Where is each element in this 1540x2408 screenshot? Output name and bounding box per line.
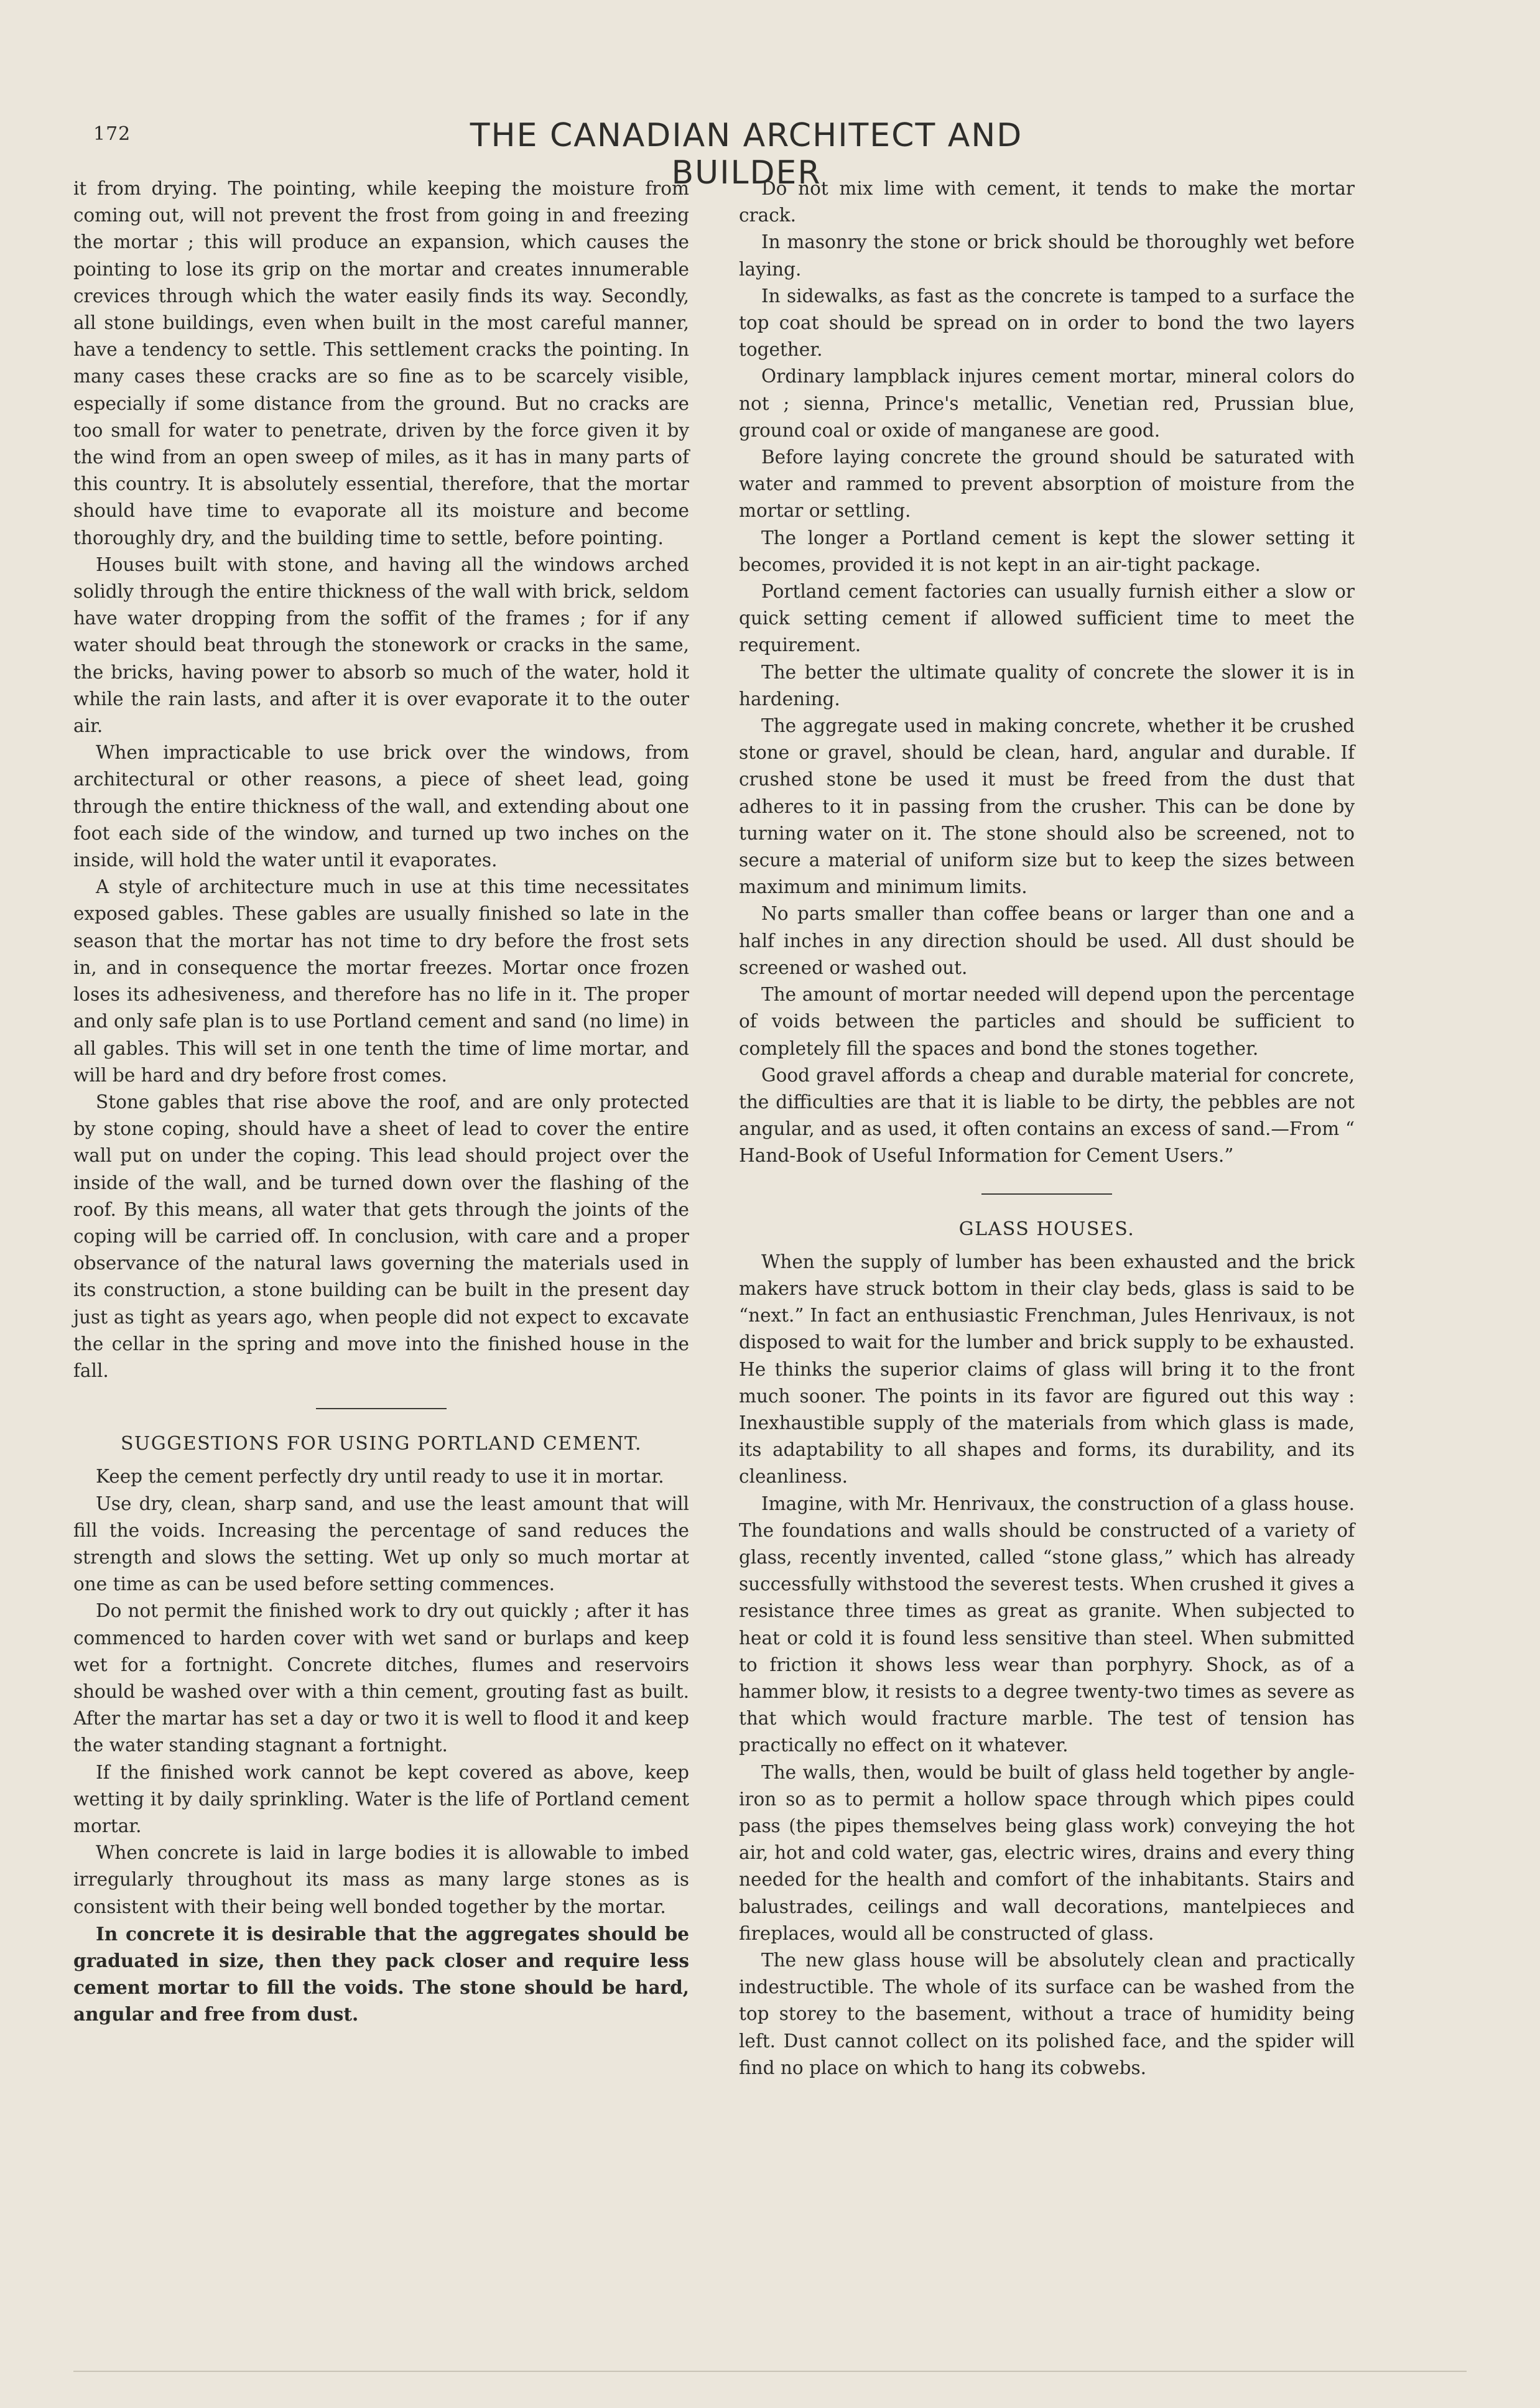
paragraph: The new glass house will be absolutely clean and practically indestructible. The whole of its surface can be washed from the top storey to the basement, without a trace of humidity being left. Dust cannot collect on its polished face, and the spider will find no place on which to hang its cobwebs. [739, 1950, 1355, 2078]
section-divider [981, 1193, 1112, 1195]
paragraph: Do not mix lime with cement, it tends to make the mortar crack. [739, 178, 1355, 226]
right-column [739, 175, 1355, 2082]
paragraph: Houses built with stone, and having all the windows arched solidly through the entire thickness of the wall with brick, seldom have water dropping from the soffit of the frames ; for if any water should beat through the stonework or cracks in the same, the bricks, having power to absorb so much of the water, hold it while the rain lasts, and after it is over evaporate it to the outer air. [73, 553, 689, 737]
paragraph: The better the ultimate quality of concrete the slower it is in hardening. [739, 661, 1355, 710]
paragraph: In masonry the stone or brick should be thoroughly wet before laying. [739, 231, 1355, 280]
paragraph: The aggregate used in making concrete, whether it be crushed stone or gravel, should be clean, hard, angular and durable. If crushed stone be used it must be freed from the dust that adheres to it in passing from the crusher. This can be done by turning water on it. The stone should also be screened, not to secure a material of uniform size but to keep the sizes between maximum and minimum limits. [739, 715, 1355, 898]
paragraph: When impracticable to use brick over the windows, from architectural or other reasons, a piece of sheet lead, going through the entire thickness of the wall, and extending about one foot each side of the window, and turned up two inches on the inside, will hold the water until it evaporates. [73, 742, 689, 871]
paragraph: Use dry, clean, sharp sand, and use the least amount that will fill the voids. Increasing the percentage of sand reduces the strength and slows the setting. Wet up only so much mortar at one time as can be used before setting commences. [73, 1493, 689, 1595]
left-column [73, 175, 689, 2028]
paragraph: Stone gables that rise above the roof, and are only protected by stone coping, should have a sheet of lead to cover the entire wall put on under the coping. This lead should project over the inside of the wall, and be turned down over the flashing of the roof. By this means, all water that gets through the joints of the coping will be carried off. In conclusion, with care and a proper observance of the natural laws governing the materials used in its construction, a stone building can be built in the present day just as tight as years ago, when people did not expect to excavate the cellar in the spring and move into the finished house in the fall. [73, 1091, 689, 1381]
paragraph: In concrete it is desirable that the aggregates should be graduated in size, then they pack closer and require less cement mortar to fill the voids. The stone should be hard, angular and free from dust. [73, 1922, 689, 2026]
paragraph: When the supply of lumber has been exhausted and the brick makers have struck bottom in their clay beds, glass is said to be “next.” In fact an enthusiastic Frenchman, Jules Henrivaux, is not disposed to wait for the lumber and brick supply to be exhausted. He thinks the superior claims of glass will bring it to the front much sooner. The points in its favor are figured out this way : Inexhaustible supply of the materials from which glass is made, its adaptability to all shapes and forms, its durability, and its cleanliness. [739, 1251, 1355, 1488]
paragraph: When concrete is laid in large bodies it is allowable to imbed irregularly throughout its mass as many large stones as is consistent with their being well bonded together by the mortar. [73, 1842, 689, 1917]
paragraph: Portland cement factories can usually furnish either a slow or quick setting cement if allowed sufficient time to meet the requirement. [739, 581, 1355, 656]
article-heading: SUGGESTIONS FOR USING PORTLAND CEMENT. [120, 1433, 642, 1455]
paragraph: A style of architecture much in use at this time necessitates exposed gables. These gables are usually finished so late in the season that the mortar has not time to dry before the frost sets in, and in consequence the mortar freezes. Mortar once frozen loses its adhesiveness, and therefore has no life in it. The proper and only safe plan is to use Portland cement and sand (no lime) in all gables. This will set in one tenth the time of lime mortar, and will be hard and dry before frost comes. [73, 876, 689, 1086]
paragraph: The amount of mortar needed will depend upon the percentage of voids between the particles and should be sufficient to completely fill the spaces and bond the stones together. [739, 984, 1355, 1059]
section-divider [316, 1408, 447, 1409]
paragraph: Good gravel affords a cheap and durable material for concrete, the difficulties are that it is liable to be dirty, the pebbles are not angular, and as used, it often contains an excess of sand.—From “ Hand-Book of Useful Information for Cement Users.” [739, 1064, 1355, 1167]
paragraph: Imagine, with Mr. Henrivaux, the construction of a glass house. The foundations and walls should be constructed of a variety of glass, recently invented, called “stone glass,” which has already successfully withstood the severest tests. When crushed it gives a resistance three times as great as granite. When subjected to heat or cold it is found less sensitive than steel. When submitted to friction it shows less wear than porphyry. Shock, as of a hammer blow, it resists to a degree twenty-two times as severe as that which would fracture marble. The test of tension has practically no effect on it whatever. [739, 1493, 1355, 1756]
paragraph: Ordinary lampblack injures cement mortar, mineral colors do not ; sienna, Prince's metallic, Venetian red, Prussian blue, ground coal or oxide of manganese are good. [739, 366, 1355, 441]
article-heading: GLASS HOUSES. [958, 1218, 1135, 1240]
paragraph: The longer a Portland cement is kept the slower setting it becomes, provided it is not kept in an air-tight package. [739, 527, 1355, 575]
paragraph: Before laying concrete the ground should be saturated with water and rammed to prevent absorption of moisture from the mortar or settling. [739, 447, 1355, 522]
masthead-title: THE CANADIAN ARCHITECT AND BUILDER [470, 117, 1023, 192]
paragraph: Do not permit the finished work to dry out quickly ; after it has commenced to harden cover with wet sand or burlaps and keep wet for a fortnight. Concrete ditches, flumes and reservoirs should be washed over with a thin cement, grouting fast as built. After the martar has set a day or two it is well to flood it and keep the water standing stagnant a fortnight. [73, 1600, 689, 1756]
paragraph: it from drying. The pointing, while keeping the moisture from coming out, will not prevent the frost from going in and freezing the mortar ; this will produce an expansion, which causes the pointing to lose its grip on the mortar and creates innumerable crevices through which the water easily finds its way. Secondly, all stone buildings, even when built in the most careful manner, have a tendency to settle. This settlement cracks the pointing. In many cases these cracks are so fine as to be scarcely visible, especially if some distance from the ground. But no cracks are too small for water to penetrate, driven by the force given it by the wind from an open sweep of miles, as it has in many parts of this country. It is absolutely essential, therefore, that the mortar should have time to evaporate all its moisture and become thoroughly dry, and the building time to settle, before pointing. [73, 178, 689, 549]
paragraph: No parts smaller than coffee beans or larger than one and a half inches in any direction should be used. All dust should be screened or washed out. [739, 903, 1355, 978]
page-bottom-rule [73, 2371, 1467, 2372]
paragraph: In sidewalks, as fast as the concrete is tamped to a surface the top coat should be spread on in order to bond the two layers together. [739, 285, 1355, 361]
paragraph: If the finished work cannot be kept covered as above, keep wetting it by daily sprinkling. Water is the life of Portland cement mortar. [73, 1761, 689, 1836]
paragraph: The walls, then, would be built of glass held together by angle-iron so as to permit a hollow space through which pipes could pass (the pipes themselves being glass work) conveying the hot air, hot and cold water, gas, electric wires, drains and every thing needed for the health and comfort of the inhabitants. Stairs and balustrades, ceilings and wall decorations, mantelpieces and fireplaces, would all be constructed of glass. [739, 1761, 1355, 1944]
page-number: 172 [93, 123, 131, 145]
paragraph: Keep the cement perfectly dry until ready to use it in mortar. [96, 1466, 664, 1488]
